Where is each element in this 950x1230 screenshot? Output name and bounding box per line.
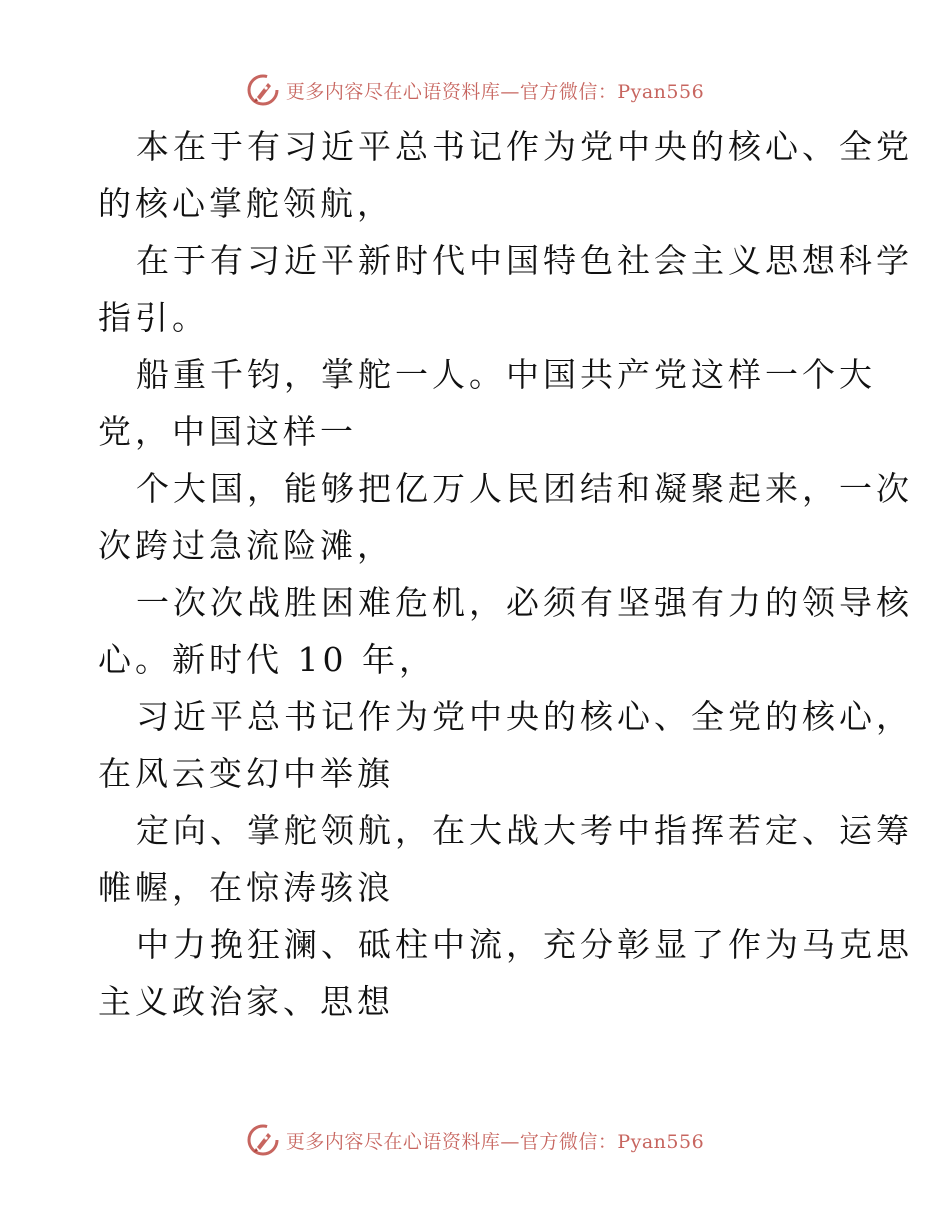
- paragraph-line: 船重千钧，掌舵一人。中国共产党这样一个大: [136, 355, 876, 394]
- paragraph-line: 在风云变幻中举旗: [98, 754, 394, 793]
- paragraph-line: 一次次战胜困难危机，必须有坚强有力的领导核: [136, 583, 913, 622]
- pen-nib-logo-icon: [246, 1123, 280, 1157]
- paragraph-line: 指引。: [98, 298, 209, 337]
- paragraph-line: 党，中国这样一: [98, 412, 357, 451]
- paragraph-line: 定向、掌舵领航，在大战大考中指挥若定、运筹: [136, 811, 913, 850]
- page-footer-banner: [0, 1120, 950, 1160]
- brand-watermark: [246, 1123, 704, 1157]
- paragraph-line: 心。新时代 10 年，: [98, 640, 436, 679]
- paragraph: [98, 688, 913, 802]
- document-body: [98, 118, 913, 1030]
- paragraph: [98, 916, 913, 1030]
- paragraph: [98, 232, 913, 346]
- watermark-text: 更多内容尽在心语资料库—官方微信：Pyan556: [285, 1130, 705, 1153]
- paragraph: [98, 574, 913, 688]
- pen-nib-logo-icon: [246, 73, 280, 107]
- paragraph-line: 中力挽狂澜、砥柱中流，充分彰显了作为马克思: [136, 925, 913, 964]
- paragraph-line: 的核心掌舵领航，: [98, 184, 394, 223]
- paragraph-line: 个大国，能够把亿万人民团结和凝聚起来，一次: [136, 469, 913, 508]
- paragraph: [98, 118, 913, 232]
- paragraph-line: 习近平总书记作为党中央的核心、全党的核心，: [136, 697, 913, 736]
- paragraph: [98, 802, 913, 916]
- brand-watermark: [246, 73, 704, 107]
- paragraph: [98, 460, 913, 574]
- paragraph-line: 次跨过急流险滩，: [98, 526, 394, 565]
- paragraph-line: 在于有习近平新时代中国特色社会主义思想科学: [136, 241, 913, 280]
- paragraph-line: 帷幄，在惊涛骇浪: [98, 868, 394, 907]
- paragraph-line: 本在于有习近平总书记作为党中央的核心、全党: [136, 127, 913, 166]
- page-header-banner: [0, 70, 950, 110]
- paragraph: [98, 346, 876, 460]
- watermark-text: 更多内容尽在心语资料库—官方微信：Pyan556: [285, 80, 705, 103]
- paragraph-line: 主义政治家、思想: [98, 982, 394, 1021]
